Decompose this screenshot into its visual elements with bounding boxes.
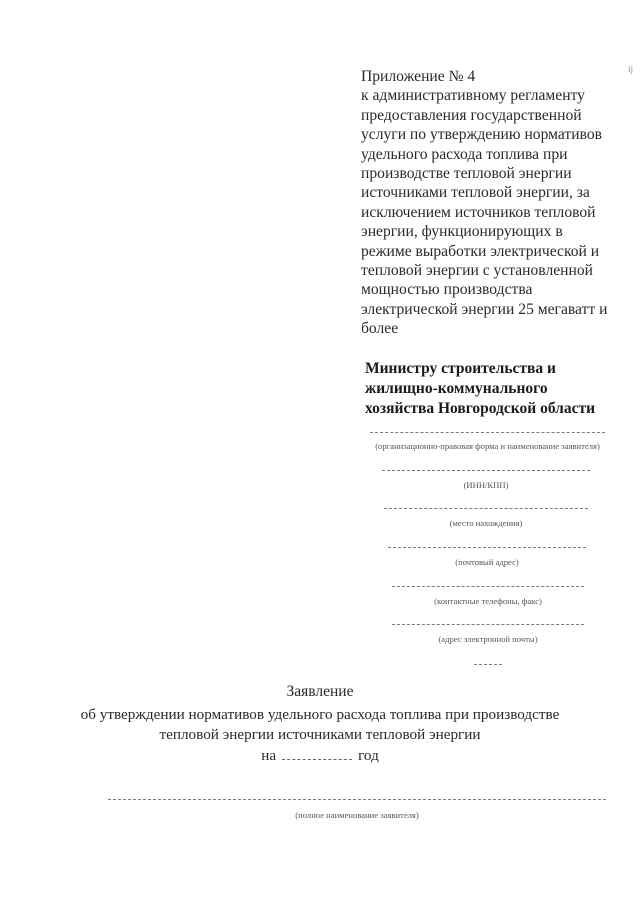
field-separator [474,664,502,665]
phone-fax-caption: (контактные телефоны, факс) [434,596,542,606]
appendix-line: электрической энергии 25 мегаватт и [361,300,608,318]
appendix-line: услуги по утверждению нормативов [361,126,603,144]
addressee-line: Министру строительства и [365,360,556,377]
appendix-line: более [361,320,399,338]
appendix-line: тепловой энергии с установленной [361,262,593,280]
postal-address-caption: (почтовый адрес) [455,557,519,567]
year-prefix: на [261,747,277,764]
organization-name-field[interactable] [370,432,605,433]
statement-year-row [0,747,640,765]
postal-address-field[interactable] [388,547,586,548]
appendix-title: Приложение № 4 [361,68,476,85]
email-caption: (адрес электронной почты) [438,634,538,644]
email-field[interactable] [392,624,584,625]
year-suffix: год [358,747,379,764]
organization-name-caption: (организационно-правовая форма и наименование заявителя) [375,441,600,451]
appendix-line: мощностью производства [361,281,533,299]
applicant-full-name-field[interactable] [108,799,606,800]
appendix-line: предоставления государственной [361,106,582,124]
appendix-block [361,67,621,339]
appendix-line: производстве тепловой энергии [361,165,572,183]
addressee-line: жилищно-коммунального [365,380,548,397]
addressee-block [365,359,625,419]
margin-scan-mark: ij [628,64,634,74]
appendix-line: источниками тепловой энергии, за [361,184,590,202]
phone-fax-field[interactable] [392,586,584,587]
statement-subject-line-2: тепловой энергии источниками тепловой энергии [159,726,481,743]
appendix-line: энергии, функционирующих в [361,223,563,241]
inn-kpp-field[interactable] [382,470,590,471]
appendix-line: режиме выработки электрической и [361,242,600,260]
addressee-line: хозяйства Новгородской области [365,400,596,417]
location-field[interactable] [384,508,588,509]
statement-title: Заявление [286,683,354,700]
inn-kpp-caption: (ИНН/КПП) [463,480,509,490]
statement-subject-line-1: об утверждении нормативов удельного расхода топлива при производстве [80,706,560,723]
appendix-line: удельного расхода топлива при [361,145,568,163]
appendix-line: исключением источников тепловой [361,203,596,221]
appendix-line: к административному регламенту [361,87,585,105]
location-caption: (место нахождения) [449,518,523,528]
applicant-full-name-caption: (полное наименование заявителя) [295,810,419,820]
year-input-blank[interactable] [282,747,352,760]
